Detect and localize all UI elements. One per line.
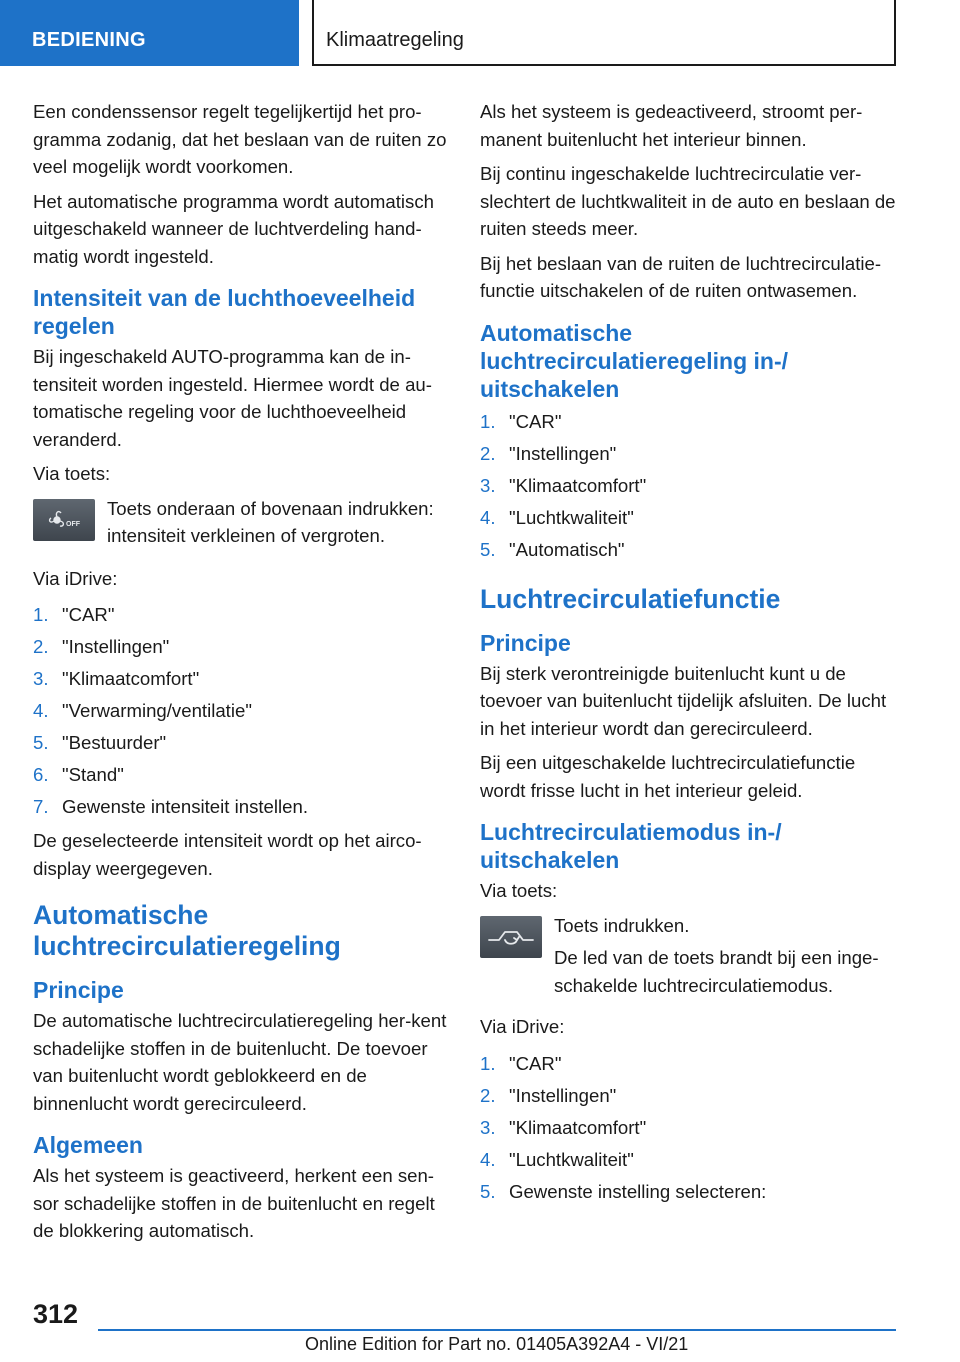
paragraph: De automatische luchtrecirculatieregeling her-kent schadelijke stoffen in de buitenlucht. De toevoer van buitenlucht wordt geblokkeerd en de binnenlucht wordt gerecirculeerd. xyxy=(33,1010,447,1114)
list-text: "Automatisch" xyxy=(509,538,625,560)
list-text: Gewenste intensiteit instellen. xyxy=(62,796,308,817)
paragraph: Een condenssensor regelt tegelijkertijd het pro-gramma zodanig, dat het beslaan van de ruiten zo veel mogelijk wordt voorkomen. xyxy=(33,101,447,177)
list-number: 3. xyxy=(480,474,496,496)
left-column xyxy=(33,98,453,1252)
heading-intensity: Intensiteit van de luchthoeveelheid regelen xyxy=(33,285,416,339)
list-text: "Instellingen" xyxy=(509,442,617,464)
fan-icon xyxy=(39,505,89,535)
via-toets-label: Via toets: xyxy=(33,463,111,484)
list-item xyxy=(33,759,453,791)
list-item xyxy=(480,1176,900,1208)
idrive-steps-auto xyxy=(480,406,900,566)
list-item xyxy=(33,695,453,727)
list-number: 4. xyxy=(480,506,496,528)
right-column xyxy=(480,98,900,1212)
heading-algemeen: Algemeen xyxy=(33,1132,143,1158)
recirculation-car-icon xyxy=(485,922,537,952)
via-idrive-label: Via iDrive: xyxy=(33,567,118,589)
list-text: "CAR" xyxy=(62,604,115,625)
section-tab xyxy=(0,0,299,66)
list-number: 5. xyxy=(480,1180,496,1202)
via-idrive-label: Via iDrive: xyxy=(480,1016,565,1037)
list-text: "Verwarming/ventilatie" xyxy=(62,700,252,721)
list-item xyxy=(480,502,900,534)
heading-recirculation-function: Luchtrecirculatiefunctie xyxy=(480,583,781,614)
list-text: "Instellingen" xyxy=(509,1084,617,1106)
list-number: 5. xyxy=(480,538,496,560)
idrive-steps-recirculation xyxy=(480,1048,900,1208)
chapter-title: Klimaatregeling xyxy=(326,29,464,51)
list-item xyxy=(33,663,453,695)
list-item xyxy=(33,599,453,631)
list-number: 6. xyxy=(33,764,49,785)
list-item xyxy=(480,438,900,470)
list-text: "Luchtkwaliteit" xyxy=(509,1148,634,1170)
list-text: "CAR" xyxy=(509,410,562,432)
list-number: 4. xyxy=(480,1148,496,1170)
list-text: "Luchtkwaliteit" xyxy=(509,506,634,528)
list-item xyxy=(480,1048,900,1080)
paragraph: Bij het beslaan van de ruiten de luchtrecirculatie-functie uitschakelen of de ruiten ontwasemen. xyxy=(480,252,882,301)
list-number: 2. xyxy=(480,1084,496,1106)
list-number: 1. xyxy=(33,604,49,625)
list-item xyxy=(480,1112,900,1144)
off-label: OFF xyxy=(66,520,80,528)
recirculation-button-image xyxy=(480,916,542,958)
paragraph: Als het systeem is geactiveerd, herkent een sen-sor schadelijke stoffen in de buitenlucht en regelt de blokkering automatisch. xyxy=(33,1165,435,1241)
list-item xyxy=(33,631,453,663)
list-number: 2. xyxy=(33,636,49,657)
list-text: "Klimaatcomfort" xyxy=(509,474,647,496)
button-description-line1: Toets indrukken. xyxy=(554,914,690,936)
footer-divider xyxy=(98,1329,896,1331)
list-item xyxy=(480,1144,900,1176)
page-number: 312 xyxy=(33,1299,79,1329)
list-item xyxy=(33,791,453,823)
heading-recirculation-mode: Luchtrecirculatiemodus in-/ uitschakelen xyxy=(480,819,782,873)
list-item xyxy=(480,406,900,438)
paragraph: Bij sterk verontreinigde buitenlucht kunt u de toevoer van buitenlucht tijdelijk afsluiten. De lucht in het interieur wordt dan gerecirculeerd. xyxy=(480,662,887,739)
idrive-steps-intensity xyxy=(33,599,453,823)
chapter-header xyxy=(312,0,896,66)
list-text: "Klimaatcomfort" xyxy=(62,668,200,689)
list-item xyxy=(480,1080,900,1112)
fan-intensity-button-image xyxy=(33,499,95,541)
heading-auto-recirculation: Automatische luchtrecirculatieregeling xyxy=(33,900,341,961)
paragraph: Het automatische programma wordt automatisch uitgeschakeld wanneer de luchtverdeling hand-matig wordt ingesteld. xyxy=(33,190,434,267)
list-number: 1. xyxy=(480,1052,496,1074)
paragraph: De geselecteerde intensiteit wordt op het airco-display weergegeven. xyxy=(33,830,422,879)
list-number: 5. xyxy=(33,732,49,753)
button-instruction xyxy=(33,495,453,553)
list-text: "Instellingen" xyxy=(62,636,170,657)
list-text: Gewenste instelling selecteren: xyxy=(509,1180,767,1202)
section-label: BEDIENING xyxy=(32,29,146,51)
list-item xyxy=(480,534,900,566)
button-description: Toets onderaan of bovenaan indrukken: intensiteit verkleinen of vergroten. xyxy=(107,497,434,546)
paragraph: Bij ingeschakeld AUTO-programma kan de in-tensiteit worden ingesteld. Hiermee wordt de au-tomatische regeling voor de luchthoeveelheid veranderd. xyxy=(33,346,432,450)
paragraph: Bij continu ingeschakelde luchtrecirculatie ver-slechtert de luchtkwaliteit in de auto en beslaan de ruiten steeds meer. xyxy=(480,163,896,239)
edition-note: Online Edition for Part no. 01405A392A4 - VI/21 xyxy=(305,1334,689,1354)
heading-principe: Principe xyxy=(480,629,571,656)
list-text: "Klimaatcomfort" xyxy=(509,1116,647,1138)
heading-principe: Principe xyxy=(33,977,124,1003)
list-number: 7. xyxy=(33,796,49,817)
heading-auto-onoff: Automatische luchtrecirculatieregeling in-/ uitschakelen xyxy=(480,319,789,402)
button-instruction xyxy=(480,912,900,1000)
via-toets-label: Via toets: xyxy=(480,880,558,901)
list-text: "CAR" xyxy=(509,1052,562,1074)
list-item xyxy=(480,470,900,502)
list-text: "Stand" xyxy=(62,764,124,785)
paragraph: Bij een uitgeschakelde luchtrecirculatiefunctie wordt frisse lucht in het interieur geleid. xyxy=(480,752,856,801)
list-text: "Bestuurder" xyxy=(62,732,167,753)
list-number: 2. xyxy=(480,442,496,464)
button-description-line2: De led van de toets brandt bij een inge-schakelde luchtrecirculatiemodus. xyxy=(554,947,879,996)
list-number: 4. xyxy=(33,700,49,721)
list-number: 1. xyxy=(480,410,496,432)
list-number: 3. xyxy=(33,668,49,689)
list-number: 3. xyxy=(480,1116,496,1138)
list-item xyxy=(33,727,453,759)
paragraph: Als het systeem is gedeactiveerd, stroomt per-manent buitenlucht het interieur binnen. xyxy=(480,101,863,150)
